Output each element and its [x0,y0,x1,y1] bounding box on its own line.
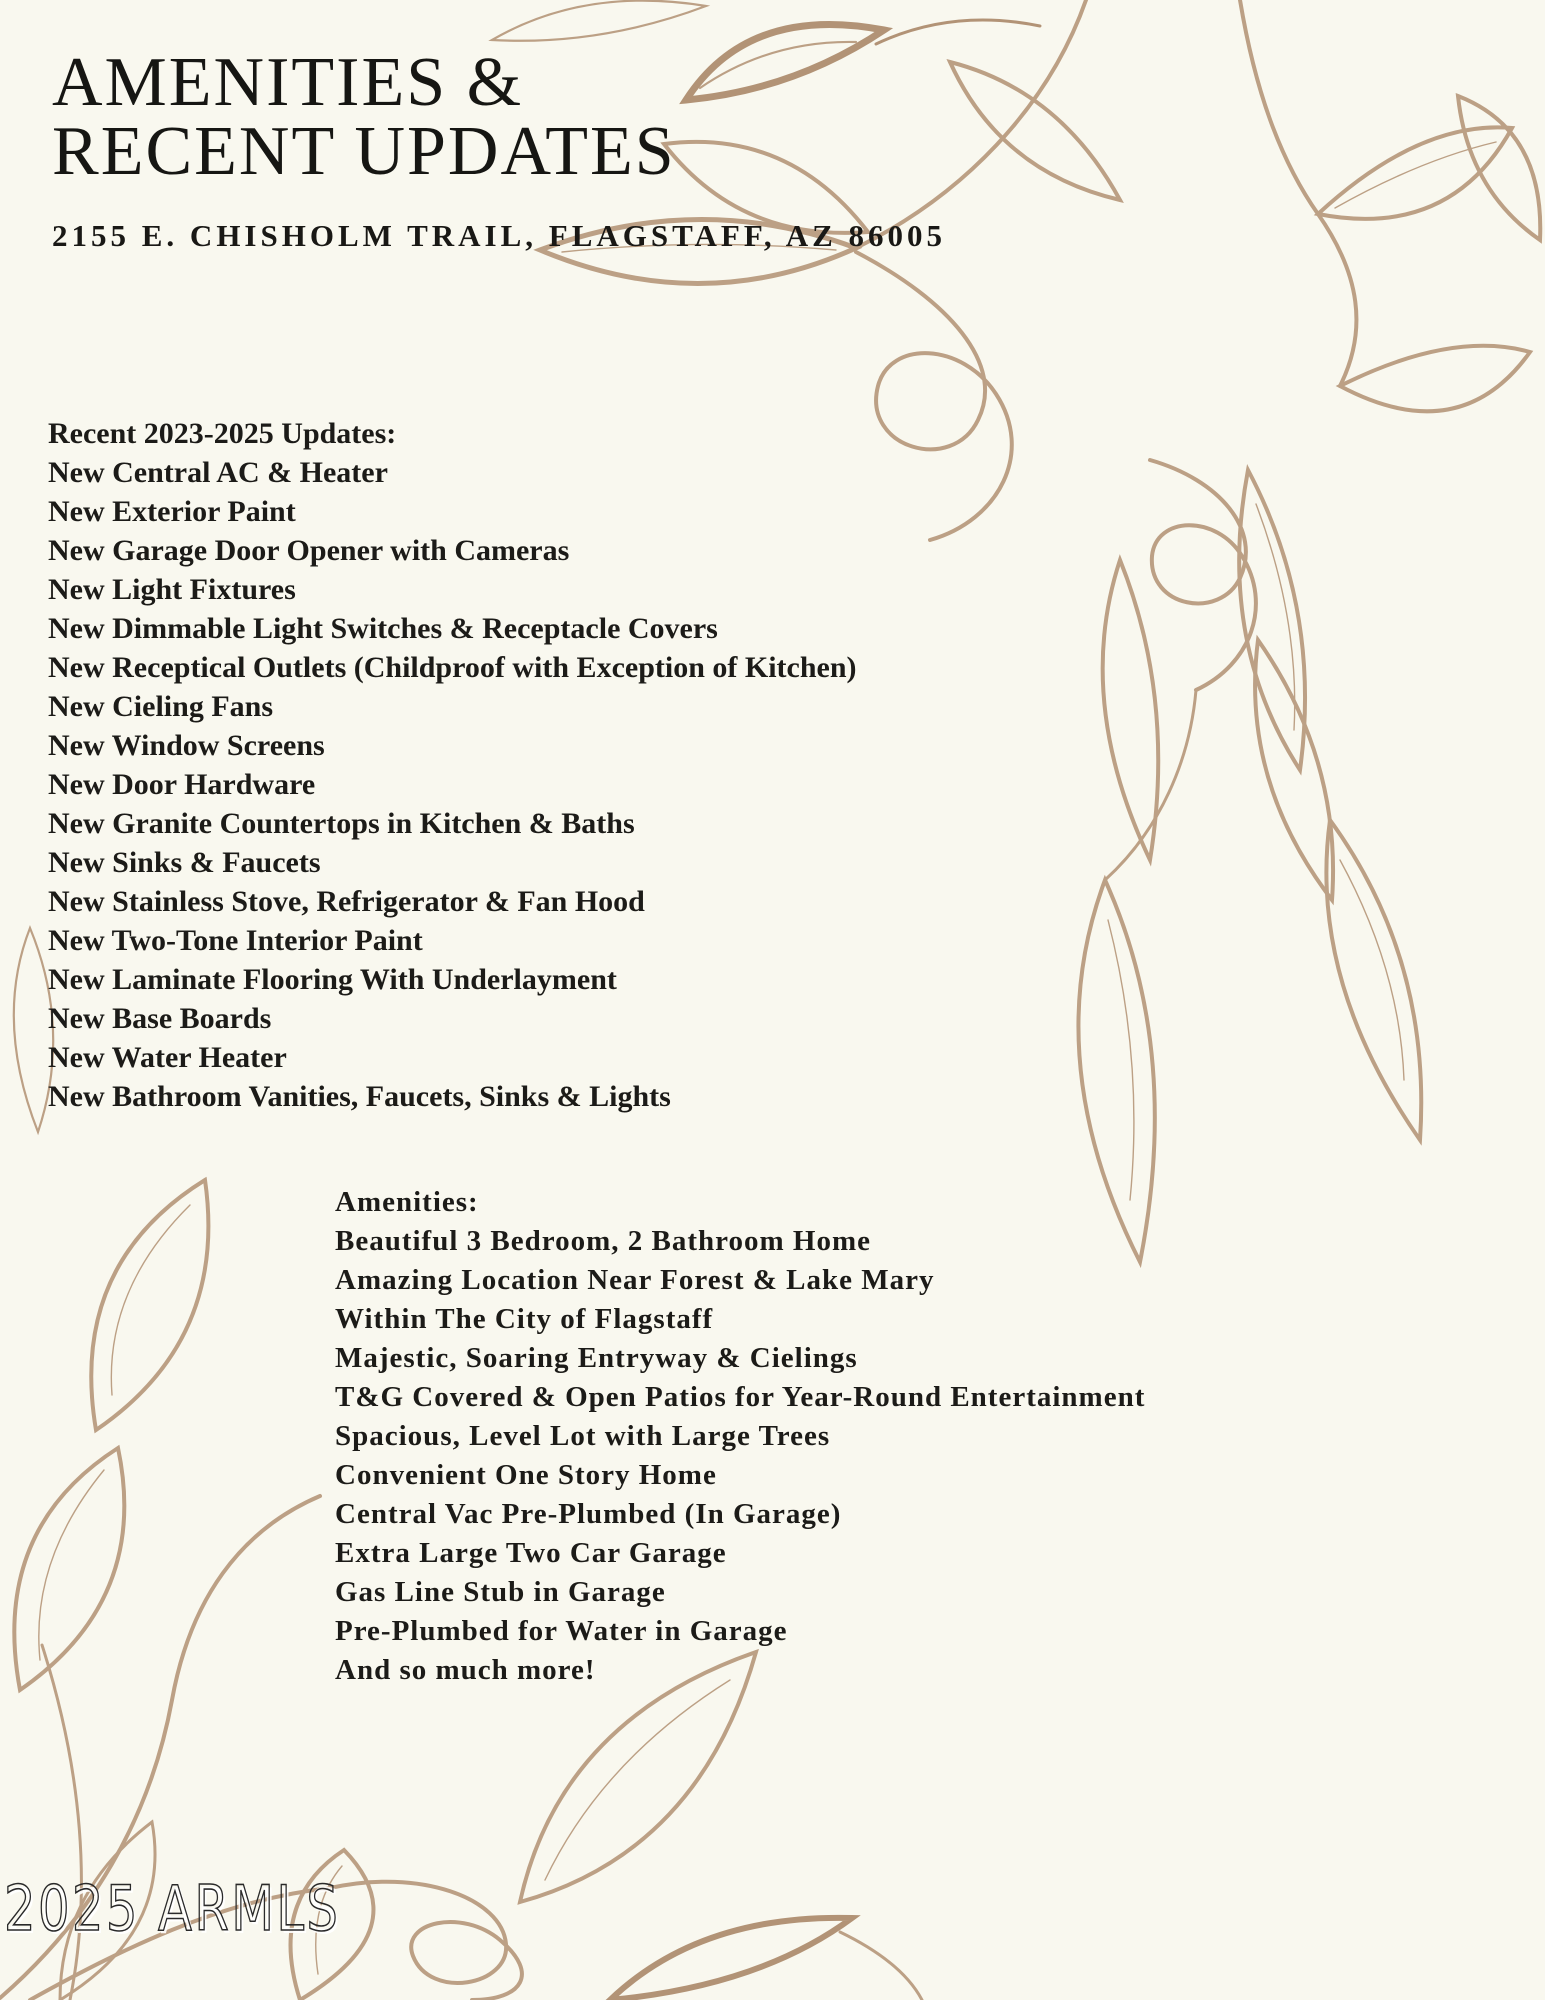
list-item: New Base Boards [48,1002,272,1035]
list-item: New Light Fixtures [48,573,296,606]
list-item: New Laminate Flooring With Underlayment [48,963,617,996]
list-item: Majestic, Soaring Entryway & Cielings [335,1342,858,1374]
property-address: 2155 E. CHISHOLM TRAIL, FLAGSTAFF, AZ 86005 [52,218,947,253]
page-title [52,44,946,190]
list-item: Spacious, Level Lot with Large Trees [335,1420,831,1452]
list-item: New Window Screens [48,729,325,762]
amenities-section [335,1183,1145,1690]
title-line-2: RECENT UPDATES [52,113,676,190]
flyer-header [52,44,947,254]
amenities-heading: Amenities: [335,1186,479,1218]
list-item: Convenient One Story Home [335,1459,717,1491]
list-item: New Door Hardware [48,768,316,801]
list-item: Central Vac Pre-Plumbed (In Garage) [335,1498,842,1530]
list-item: New Exterior Paint [48,495,296,528]
list-item: New Receptical Outlets (Childproof with Exception of Kitchen) [48,651,857,684]
list-item: New Sinks & Faucets [48,846,321,879]
list-item: Gas Line Stub in Garage [335,1576,666,1608]
list-item: New Central AC & Heater [48,456,388,489]
list-item: New Granite Countertops in Kitchen & Baths [48,807,635,840]
armls-watermark: 2025 ARMLS [4,1872,341,1945]
amenities-list [335,1222,1145,1690]
list-item: New Cieling Fans [48,690,273,723]
list-item: Pre-Plumbed for Water in Garage [335,1615,788,1647]
list-item: And so much more! [335,1654,596,1686]
updates-heading: Recent 2023-2025 Updates: [48,417,397,450]
list-item: Amazing Location Near Forest & Lake Mary [335,1264,935,1296]
list-item: Extra Large Two Car Garage [335,1537,727,1569]
updates-list [48,453,857,1116]
list-item: T&G Covered & Open Patios for Year-Round Entertainment [335,1381,1146,1413]
list-item: New Bathroom Vanities, Faucets, Sinks & Lights [48,1080,671,1113]
list-item: New Two-Tone Interior Paint [48,924,423,957]
list-item: New Dimmable Light Switches & Receptacle Covers [48,612,718,645]
list-item: New Garage Door Opener with Cameras [48,534,570,567]
list-item: Within The City of Flagstaff [335,1303,714,1335]
list-item: New Stainless Stove, Refrigerator & Fan Hood [48,885,645,918]
list-item: Beautiful 3 Bedroom, 2 Bathroom Home [335,1225,871,1257]
list-item: New Water Heater [48,1041,287,1074]
updates-section [48,414,857,1116]
title-line-1: AMENITIES & [52,44,524,121]
